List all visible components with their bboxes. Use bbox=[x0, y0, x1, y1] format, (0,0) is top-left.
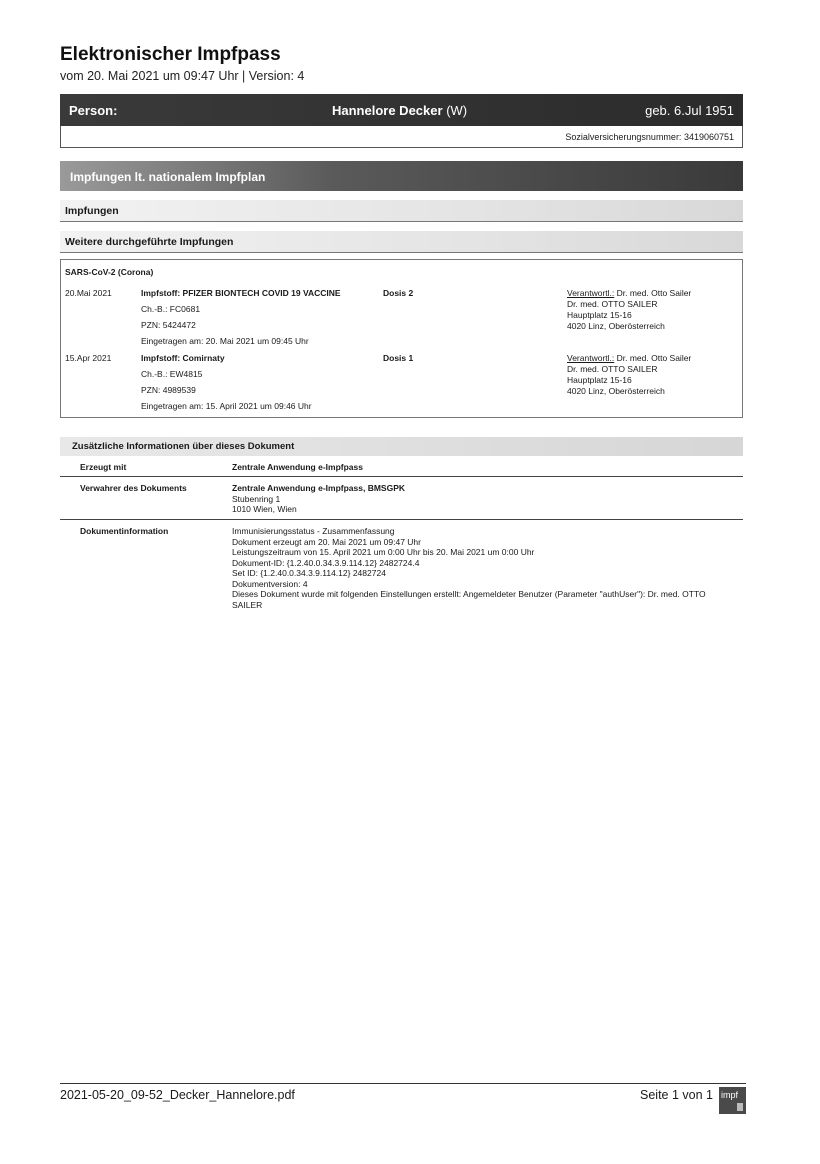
custodian-city: 1010 Wien, Wien bbox=[232, 504, 297, 514]
person-name bbox=[332, 103, 467, 118]
person-name-text: Hannelore Decker bbox=[332, 103, 443, 118]
vaccine-entered: Eingetragen am: 20. Mai 2021 um 09:45 Uhr bbox=[141, 336, 309, 346]
vaccination-date: 20.Mai 2021 bbox=[65, 288, 112, 298]
responsible-label: Verantwortl.: bbox=[567, 288, 615, 298]
vaccination-date: 15.Apr 2021 bbox=[65, 353, 112, 363]
responsible-line: Hauptplatz 15-16 bbox=[567, 310, 632, 320]
vaccination-responsible bbox=[567, 353, 691, 397]
logo-mark bbox=[737, 1103, 743, 1111]
docinfo-line: Dokumentversion: 4 bbox=[232, 578, 308, 589]
vaccine-name: Impfstoff: Comirnaty bbox=[141, 353, 225, 363]
info-key: Dokumentinformation bbox=[80, 526, 169, 536]
divider bbox=[60, 519, 743, 520]
person-header-bar bbox=[60, 94, 743, 126]
section-national-plan-title: Impfungen lt. nationalem Impfplan bbox=[70, 170, 266, 184]
responsible-label: Verantwortl.: bbox=[567, 353, 615, 363]
responsible-line: 4020 Linz, Oberösterreich bbox=[567, 321, 665, 331]
divider bbox=[60, 476, 743, 477]
docinfo-line: Dokument erzeugt am 20. Mai 2021 um 09:47 Uhr bbox=[232, 536, 421, 547]
info-value bbox=[232, 483, 747, 515]
docinfo-line: Leistungszeitraum von 15. April 2021 um 0:00 Uhr bis 20. Mai 2021 um 0:00 Uhr bbox=[232, 547, 535, 557]
vaccine-dose: Dosis 2 bbox=[383, 288, 414, 298]
vaccine-name: Impfstoff: PFIZER BIONTECH COVID 19 VACCINE bbox=[141, 288, 341, 298]
vaccine-dose: Dosis 1 bbox=[383, 353, 414, 363]
vaccination-box bbox=[60, 259, 743, 418]
responsible-name: Dr. med. Otto Sailer bbox=[616, 288, 692, 298]
info-key: Erzeugt mit bbox=[80, 462, 127, 472]
vaccination-responsible bbox=[567, 288, 691, 332]
info-value bbox=[232, 526, 747, 610]
vaccine-entered: Eingetragen am: 15. April 2021 um 09:46 Uhr bbox=[141, 401, 312, 411]
responsible-line: 4020 Linz, Oberösterreich bbox=[567, 386, 665, 396]
document-subtitle: vom 20. Mai 2021 um 09:47 Uhr | Version: 4 bbox=[60, 69, 305, 83]
docinfo-line: Set ID: {1.2.40.0.34.3.9.114.12} 2482724 bbox=[232, 568, 386, 578]
info-section-title: Zusätzliche Informationen über dieses Dokument bbox=[72, 441, 295, 452]
responsible-line: Dr. med. OTTO SAILER bbox=[567, 299, 658, 309]
footer-filename: 2021-05-20_09-52_Decker_Hannelore.pdf bbox=[60, 1088, 295, 1102]
person-sex: (W) bbox=[446, 103, 468, 118]
subsection-weitere-title: Weitere durchgeführte Impfungen bbox=[65, 236, 234, 248]
custodian-name: Zentrale Anwendung e-Impfpass, BMSGPK bbox=[232, 483, 406, 493]
custodian-street: Stubenring 1 bbox=[232, 493, 281, 504]
info-section-bar bbox=[60, 437, 743, 456]
docinfo-line: Dokument-ID: {1.2.40.0.34.3.9.114.12} 2482724.4 bbox=[232, 557, 420, 568]
vaccine-pzn: PZN: 5424472 bbox=[141, 320, 196, 330]
vaccination-group-title: SARS-CoV-2 (Corona) bbox=[65, 267, 154, 277]
subsection-impfungen bbox=[60, 200, 743, 222]
responsible-name: Dr. med. Otto Sailer bbox=[616, 353, 692, 363]
document-title: Elektronischer Impfpass bbox=[60, 44, 281, 65]
created-value: Zentrale Anwendung e-Impfpass bbox=[232, 462, 363, 472]
vaccine-charge: Ch.-B.: FC0681 bbox=[141, 304, 201, 314]
vaccine-charge: Ch.-B.: EW4815 bbox=[141, 369, 203, 379]
svnr-text: Sozialversicherungsnummer: 3419060751 bbox=[565, 132, 734, 142]
info-value bbox=[232, 462, 747, 473]
person-label: Person: bbox=[69, 103, 118, 118]
person-dob: geb. 6.Jul 1951 bbox=[645, 103, 734, 118]
svnr-box bbox=[60, 126, 743, 148]
footer-rule bbox=[60, 1083, 746, 1084]
docinfo-line: Immunisierungsstatus - Zusammenfassung bbox=[232, 526, 395, 536]
section-national-plan bbox=[60, 161, 743, 191]
docinfo-line: Dieses Dokument wurde mit folgenden Einstellungen erstellt: Angemeldeter Benutzer (Parameter "authUser"): Dr. med. OTTO bbox=[232, 589, 706, 599]
vaccination-entry bbox=[61, 353, 742, 413]
info-key: Verwahrer des Dokuments bbox=[80, 483, 187, 493]
subsection-weitere bbox=[60, 231, 743, 253]
impf-logo bbox=[719, 1087, 746, 1114]
subsection-impfungen-title: Impfungen bbox=[65, 205, 119, 217]
responsible-line: Hauptplatz 15-16 bbox=[567, 375, 632, 385]
vaccine-pzn: PZN: 4989539 bbox=[141, 385, 196, 395]
footer-page-number: Seite 1 von 1 bbox=[640, 1088, 713, 1102]
vaccination-entry bbox=[61, 288, 742, 348]
docinfo-line: SAILER bbox=[232, 599, 263, 610]
impf-logo-text: impf bbox=[721, 1090, 739, 1100]
responsible-line: Dr. med. OTTO SAILER bbox=[567, 364, 658, 374]
